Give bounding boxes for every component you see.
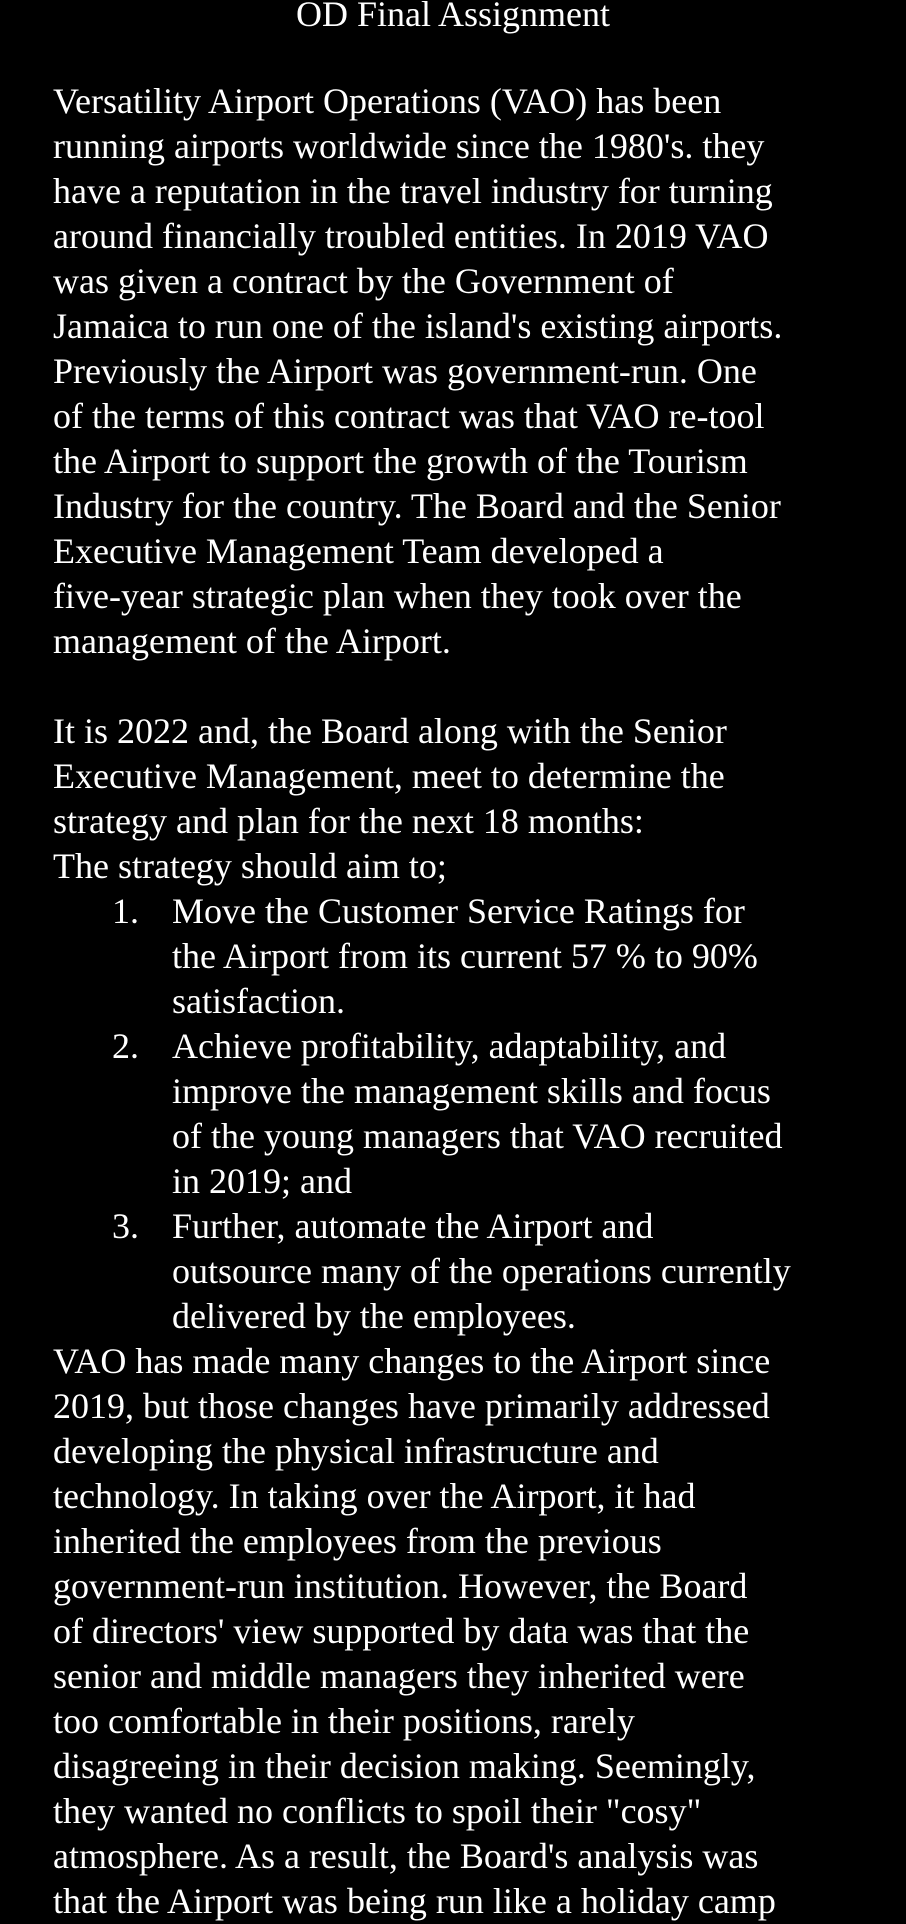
- text-line: Versatility Airport Operations (VAO) has been: [53, 81, 722, 121]
- text-line: senior and middle managers they inherited were: [53, 1656, 745, 1696]
- strategy-goals-list: [53, 889, 853, 1339]
- goal-item: [53, 1024, 853, 1204]
- text-line: government-run institution. However, the Board: [53, 1566, 748, 1606]
- text-line: five-year strategic plan when they took over the: [53, 576, 742, 616]
- text-line: Industry for the country. The Board and the Senior: [53, 486, 781, 526]
- text-line: strategy and plan for the next 18 months:: [53, 801, 644, 841]
- text-line: Achieve profitability, adaptability, and: [172, 1026, 727, 1066]
- text-line: they wanted no conflicts to spoil their "cosy": [53, 1791, 702, 1831]
- text-line: management of the Airport.: [53, 621, 451, 661]
- text-line: the Airport to support the growth of the Tourism: [53, 441, 748, 481]
- text-line: Further, automate the Airport and: [172, 1206, 654, 1246]
- text-line: of directors' view supported by data was that the: [53, 1611, 750, 1651]
- text-line: outsource many of the operations currently: [172, 1251, 791, 1291]
- text-line: disagreeing in their decision making. Seemingly,: [53, 1746, 756, 1786]
- text-line: The strategy should aim to;: [53, 846, 447, 886]
- text-line: Previously the Airport was government-run. One: [53, 351, 757, 391]
- document-title: OD Final Assignment: [295, 0, 610, 34]
- text-line: VAO has made many changes to the Airport since: [53, 1341, 771, 1381]
- text-line: improve the management skills and focus: [172, 1071, 771, 1111]
- document: [53, 0, 853, 1924]
- text-line: of the terms of this contract was that VAO re-tool: [53, 396, 765, 436]
- text-line: satisfaction.: [172, 981, 345, 1021]
- text-line: atmosphere. As a result, the Board's analysis was: [53, 1836, 759, 1876]
- text-line: developing the physical infrastructure and: [53, 1431, 659, 1471]
- strategy-paragraph: [53, 709, 853, 889]
- goal-item: [53, 889, 853, 1024]
- text-line: delivered by the employees.: [172, 1296, 576, 1336]
- goal-number: 3.: [112, 1206, 139, 1246]
- text-line: It is 2022 and, the Board along with the Senior: [53, 711, 727, 751]
- goal-number: 1.: [112, 891, 139, 931]
- text-line: that the Airport was being run like a holiday camp: [53, 1881, 776, 1921]
- paragraph-spacer: [53, 664, 853, 709]
- text-line: technology. In taking over the Airport, it had: [53, 1476, 696, 1516]
- text-line: 2019, but those changes have primarily addressed: [53, 1386, 770, 1426]
- text-line: Executive Management Team developed a: [53, 531, 664, 571]
- text-line: the Airport from its current 57 % to 90%: [172, 936, 758, 976]
- text-line: Move the Customer Service Ratings for: [172, 891, 745, 931]
- text-line: inherited the employees from the previous: [53, 1521, 662, 1561]
- text-line: was given a contract by the Government of: [53, 261, 674, 301]
- text-line: Jamaica to run one of the island's existing airports.: [53, 306, 783, 346]
- text-line: have a reputation in the travel industry for turning: [53, 171, 773, 211]
- background-paragraph: [53, 1339, 853, 1924]
- text-line: of the young managers that VAO recruited: [172, 1116, 783, 1156]
- goal-item: [53, 1204, 853, 1339]
- text-line: in 2019; and: [172, 1161, 352, 1201]
- goal-number: 2.: [112, 1026, 139, 1066]
- text-line: too comfortable in their positions, rarely: [53, 1701, 635, 1741]
- text-line: Executive Management, meet to determine the: [53, 756, 725, 796]
- text-line: running airports worldwide since the 1980's. they: [53, 126, 765, 166]
- text-line: around financially troubled entities. In 2019 VAO: [53, 216, 769, 256]
- intro-paragraph: [53, 79, 853, 664]
